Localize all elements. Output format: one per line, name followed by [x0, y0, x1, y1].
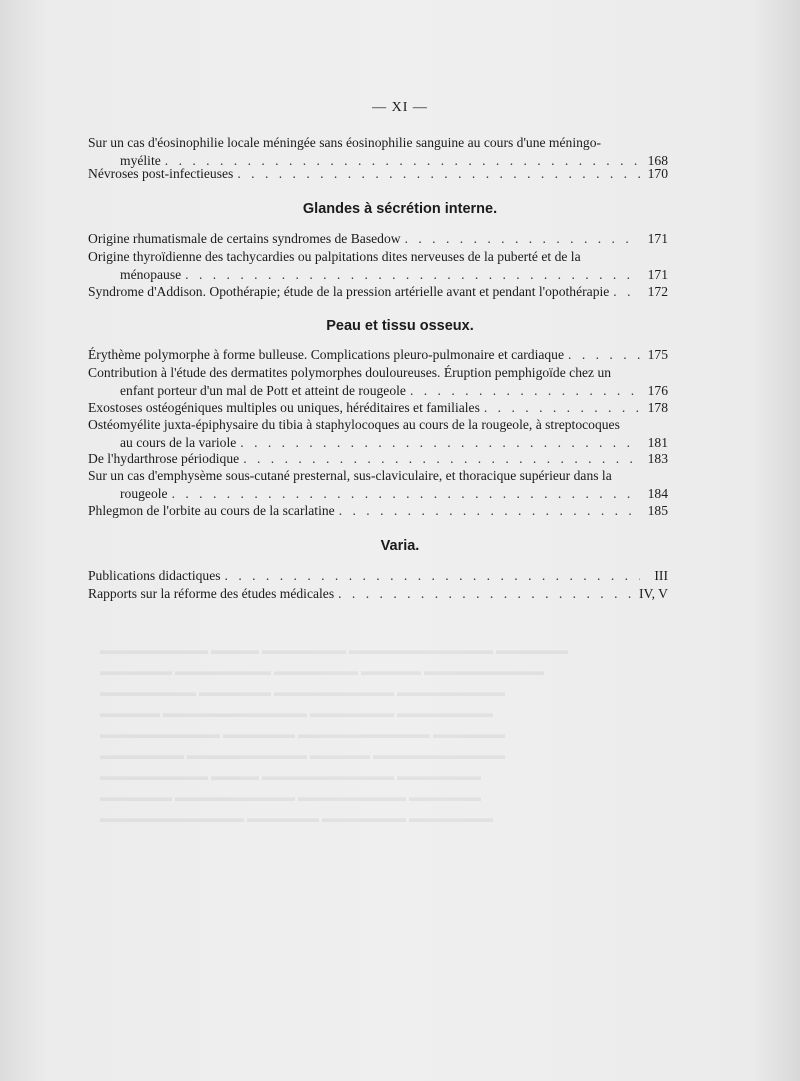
- entry-title: Syndrome d'Addison. Opothérapie; étude de la pression artérielle avant et pendant l'opothérapie: [88, 284, 610, 299]
- toc-entry: [88, 283, 668, 301]
- entry-line: Ostéomyélite juxta-épiphysaire du tibia à staphylocoques au cours de la rougeole, à streptocoques: [88, 417, 620, 432]
- toc-entry: [88, 416, 668, 452]
- page-ref: 172: [647, 284, 668, 299]
- entry-line: Sur un cas d'emphysème sous-cutané presternal, sus-claviculaire, et thoracique supérieur dans la: [88, 468, 612, 483]
- dot-leader: [405, 230, 640, 248]
- page-ref: 171: [647, 231, 668, 246]
- show-through-text: ▬▬▬▬▬▬▬▬▬ ▬▬▬▬ ▬▬▬▬▬▬▬ ▬▬▬▬▬▬▬▬▬▬▬▬ ▬▬▬▬▬▬ ▬▬▬▬▬▬ ▬▬▬▬▬▬▬▬ ▬▬▬▬▬▬▬ ▬▬▬▬▬ ▬▬▬▬▬▬▬▬▬▬ ▬▬▬▬▬▬▬▬ ▬▬▬▬▬▬ ▬▬▬▬▬▬▬▬▬▬ ▬▬▬▬▬▬▬▬▬ ▬▬▬▬▬ ▬▬▬▬▬▬▬▬▬▬▬▬ ▬▬▬▬▬▬▬ ▬▬▬▬▬▬▬▬ ▬▬▬▬▬▬▬▬▬▬ ▬▬▬▬▬▬ ▬▬▬▬▬▬▬▬▬▬▬ ▬▬▬▬▬▬ ▬▬▬▬▬▬▬ ▬▬▬▬▬▬▬▬▬▬ ▬▬▬▬▬ ▬▬▬▬▬▬▬▬▬▬▬ ▬▬▬▬▬▬▬▬▬ ▬▬▬▬ ▬▬▬▬▬▬▬▬▬▬▬ ▬▬▬▬▬▬▬ ▬▬▬▬▬▬ ▬▬▬▬▬▬▬▬▬▬ ▬▬▬▬▬▬▬▬▬ ▬▬▬▬▬▬ ▬▬▬▬▬▬▬▬▬▬▬▬ ▬▬▬▬▬▬ ▬▬▬▬▬▬▬ ▬▬▬▬▬▬▬: [100, 643, 568, 825]
- toc-entry: [88, 248, 668, 284]
- dot-leader: [613, 283, 640, 301]
- page-ref: 168: [647, 153, 668, 168]
- dot-leader: [185, 266, 640, 284]
- page-ref: IV, V: [639, 586, 668, 601]
- entry-title: enfant porteur d'un mal de Pott et atteint de rougeole: [120, 383, 406, 398]
- entry-title: Publications didactiques: [88, 568, 221, 583]
- page-ref: 170: [647, 166, 668, 181]
- dot-leader: [410, 382, 640, 400]
- entry-title: rougeole: [120, 486, 168, 501]
- dot-leader: [225, 567, 640, 585]
- toc-entry: [88, 230, 668, 248]
- entry-line: Contribution à l'étude des dermatites polymorphes douloureuses. Éruption pemphigoïde chez un: [88, 365, 612, 380]
- toc-entry: [88, 450, 668, 468]
- entry-line: Sur un cas d'éosinophilie locale méningée sans éosinophilie sanguine au cours d'une méningo-: [88, 135, 602, 150]
- section-heading: Peau et tissu osseux.: [326, 318, 474, 334]
- entry-title: Origine rhumatismale de certains syndromes de Basedow: [88, 231, 401, 246]
- entry-title: Rapports sur la réforme des études médicales: [88, 586, 335, 601]
- page-ref: 176: [647, 383, 668, 398]
- entry-line: Origine thyroïdienne des tachycardies ou palpitations dites nerveuses de la puberté et de la: [88, 249, 581, 264]
- toc-entry: [88, 364, 668, 400]
- toc-entry: [88, 467, 668, 503]
- entry-title: ménopause: [120, 267, 182, 282]
- page-ref: 184: [647, 486, 668, 501]
- dot-leader: [339, 502, 640, 520]
- entry-title: Exostoses ostéogéniques multiples ou uniques, héréditaires et familiales: [88, 400, 480, 415]
- entry-title: Érythème polymorphe à forme bulleuse. Complications pleuro-pulmonaire et cardiaque: [88, 347, 565, 362]
- page-ref: 175: [647, 347, 668, 362]
- toc-entry: [88, 165, 668, 183]
- page-number: — XI —: [372, 100, 428, 115]
- toc-entry: [88, 567, 668, 585]
- dot-leader: [243, 450, 640, 468]
- page-ref: 181: [647, 435, 668, 450]
- toc-entry: [88, 585, 668, 603]
- page-ref: 178: [647, 400, 668, 415]
- entry-title: De l'hydarthrose périodique: [88, 451, 240, 466]
- page-ref: III: [654, 568, 668, 583]
- entry-title: myélite: [120, 153, 161, 168]
- dot-leader: [568, 346, 640, 364]
- dot-leader: [338, 585, 635, 603]
- entry-title: Névroses post-infectieuses: [88, 166, 234, 181]
- entry-title: Phlegmon de l'orbite au cours de la scarlatine: [88, 503, 335, 518]
- section-heading: Glandes à sécrétion interne.: [302, 201, 498, 217]
- dot-leader: [484, 399, 640, 417]
- page-ref: 185: [647, 503, 668, 518]
- dot-leader: [237, 165, 640, 183]
- page-ref: 183: [647, 451, 668, 466]
- toc-entry: [88, 399, 668, 417]
- toc-entry: [88, 346, 668, 364]
- entry-title: au cours de la variole: [120, 435, 237, 450]
- toc-entry: [88, 502, 668, 520]
- section-heading: Varia.: [380, 538, 420, 554]
- page-ref: 171: [647, 267, 668, 282]
- dot-leader: [172, 485, 640, 503]
